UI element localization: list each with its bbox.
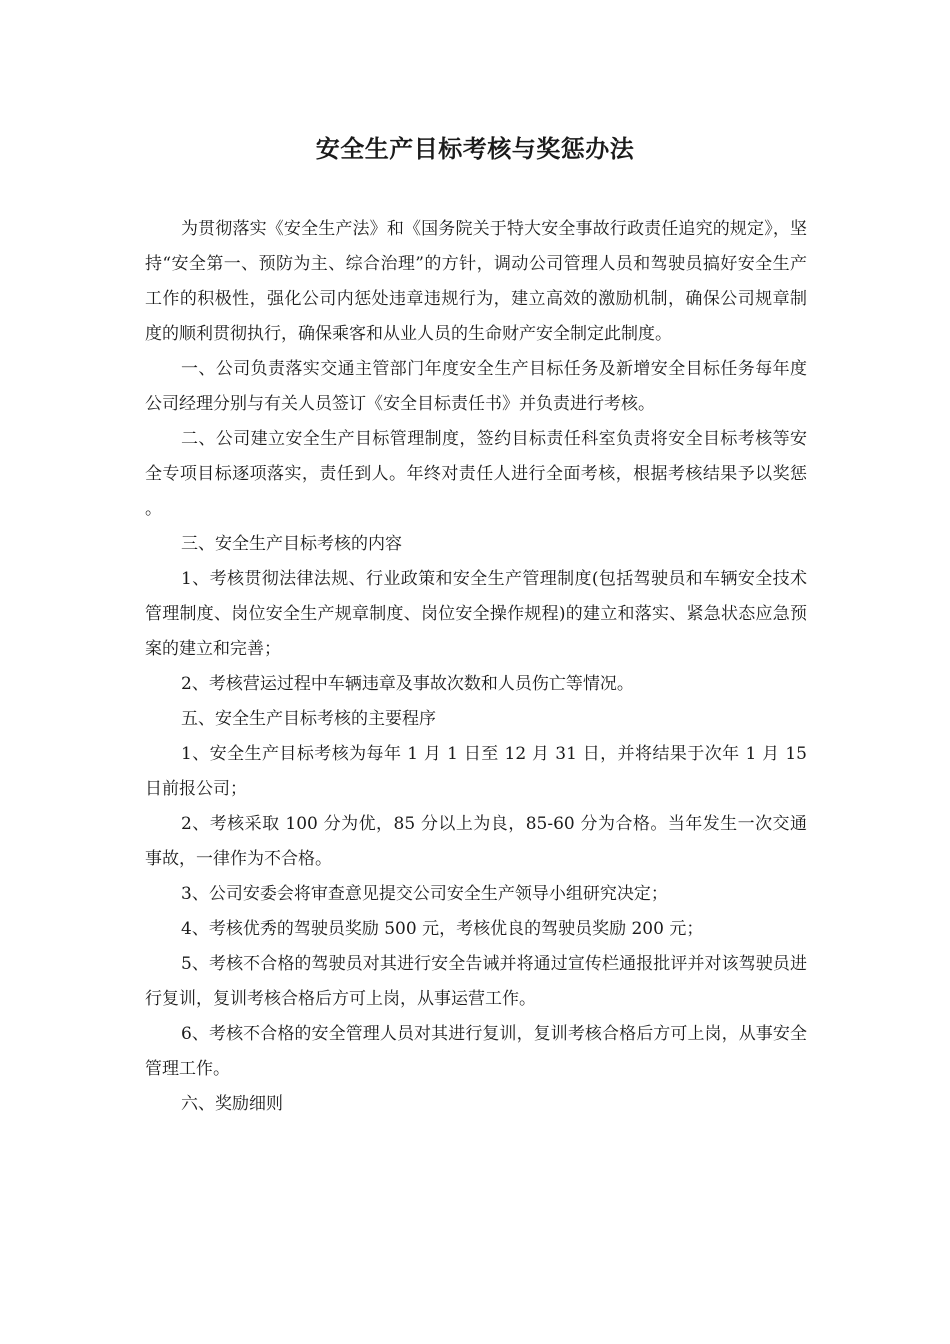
document-body	[145, 212, 807, 1122]
section-heading-3: 三、安全生产目标考核的内容	[181, 534, 402, 554]
section-heading-5: 五、安全生产目标考核的主要程序	[181, 709, 436, 729]
paragraph-preamble: 为贯彻落实《安全生产法》和《国务院关于特大安全事故行政责任追究的规定》，坚持“安全第一、预防为主、综合治理”的方针，调动公司管理人员和驾驶员搞好安全生产工作的积极性，强化公司内惩处违章违规行为，建立高效的激励机制，确保公司规章制度的顺利贯彻执行，确保乘客和从业人员的生命财产安全制定此制度。	[145, 219, 807, 344]
section-heading-6: 六、奖励细则	[181, 1094, 283, 1114]
paragraph-item-5-6: 6、考核不合格的安全管理人员对其进行复训，复训考核合格后方可上岗，从事安全管理工作。	[145, 1024, 807, 1079]
paragraph-item-5-3: 3、公司安委会将审查意见提交公司安全生产领导小组研究决定；	[181, 884, 668, 904]
paragraph-item-5-1: 1、安全生产目标考核为每年 1 月 1 日至 12 月 31 日，并将结果于次年 1 月 15 日前报公司；	[145, 744, 807, 799]
document-title: 安全生产目标考核与奖惩办法	[315, 134, 635, 163]
paragraph-item-3-1: 1、考核贯彻法律法规、行业政策和安全生产管理制度(包括驾驶员和车辆安全技术管理制度、岗位安全生产规章制度、岗位安全操作规程)的建立和落实、紧急状态应急预案的建立和完善；	[145, 569, 807, 659]
paragraph-item-5-2: 2、考核采取 100 分为优，85 分以上为良，85-60 分为合格。当年发生一次交通事故，一律作为不合格。	[145, 814, 807, 869]
paragraph-section-1: 一、公司负责落实交通主管部门年度安全生产目标任务及新增安全目标任务每年度公司经理分别与有关人员签订《安全目标责任书》并负责进行考核。	[145, 359, 807, 414]
paragraph-item-5-4: 4、考核优秀的驾驶员奖励 500 元，考核优良的驾驶员奖励 200 元；	[181, 919, 704, 939]
paragraph-item-3-2: 2、考核营运过程中车辆违章及事故次数和人员伤亡等情况。	[181, 674, 634, 694]
paragraph-section-2: 二、公司建立安全生产目标管理制度，签约目标责任科室负责将安全目标考核等安全专项目标逐项落实，责任到人。年终对责任人进行全面考核，根据考核结果予以奖惩。	[145, 429, 807, 519]
paragraph-item-5-5: 5、考核不合格的驾驶员对其进行安全告诫并将通过宣传栏通报批评并对该驾驶员进行复训，复训考核合格后方可上岗，从事运营工作。	[145, 954, 807, 1009]
